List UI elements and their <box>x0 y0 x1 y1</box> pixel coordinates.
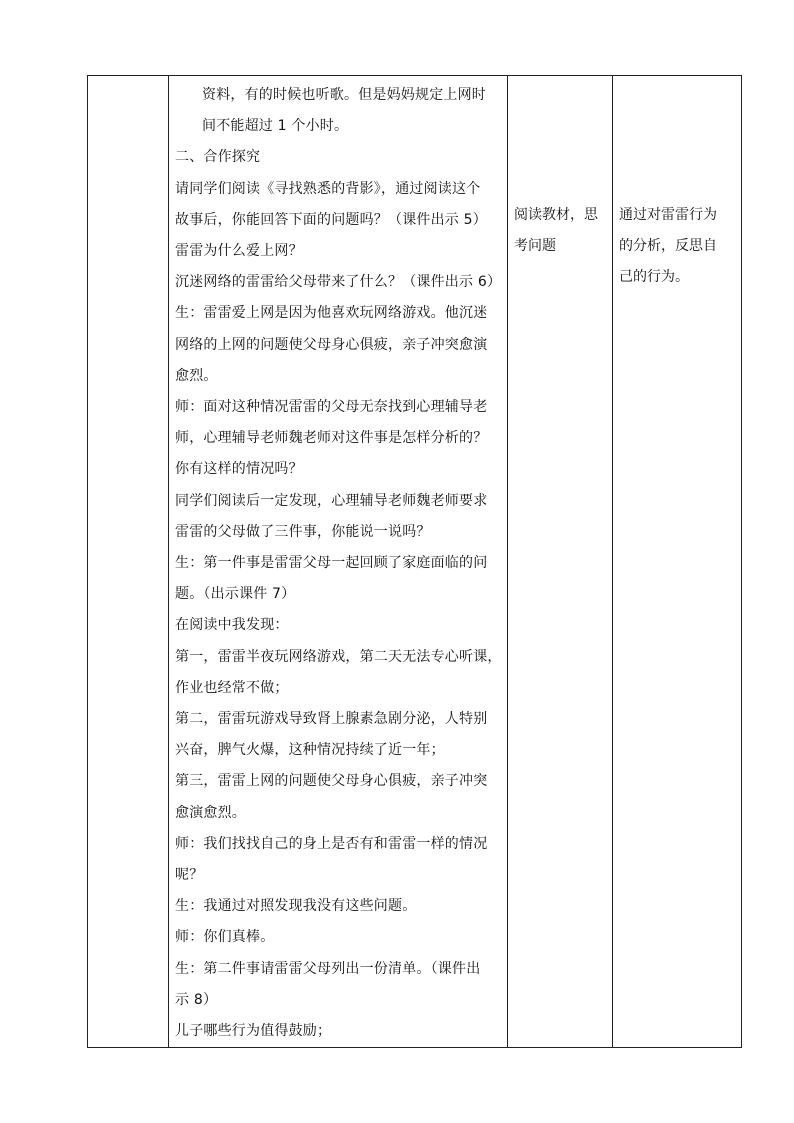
text-line: 作业也经常不做； <box>175 679 289 696</box>
text-line: 生：雷雷爱上网是因为他喜欢玩网络游戏。他沉迷 <box>175 305 488 322</box>
text-line: 兴奋，脾气火爆，这种情况持续了近一年； <box>175 742 445 759</box>
empty-left-cell <box>88 76 169 1048</box>
text-line: 呢？ <box>175 867 204 884</box>
text-line: 生：第二件事请雷雷父母列出一份清单。（课件出 <box>175 960 481 977</box>
text-line: 沉迷网络的雷雷给父母带来了什么？（课件出示 6） <box>175 274 502 291</box>
text-line: 在阅读中我发现： <box>175 617 289 634</box>
teaching-process-cell <box>169 76 508 1048</box>
text-line: 师：你们真棒。 <box>175 929 275 946</box>
student-activity-cell <box>508 76 613 1048</box>
design-intent-line: 己的行为。 <box>619 269 689 286</box>
text-line: 愈演愈烈。 <box>175 804 246 821</box>
design-intent-line: 的分析，反思自 <box>619 238 717 255</box>
text-line: 雷雷为什么爱上网？ <box>175 243 303 260</box>
text-line: 师：我们找找自己的身上是否有和雷雷一样的情况 <box>175 835 488 852</box>
text-line: 儿子哪些行为值得鼓励； <box>175 1023 332 1040</box>
text-line: 网络的上网的问题使父母身心俱疲，亲子冲突愈演 <box>175 336 488 353</box>
text-line: 生：第一件事是雷雷父母一起回顾了家庭面临的问 <box>175 555 488 572</box>
text-line: 第三，雷雷上网的问题使父母身心俱疲，亲子冲突 <box>175 773 488 790</box>
text-line: 第二，雷雷玩游戏导致肾上腺素急剧分泌，人特别 <box>175 711 488 728</box>
design-intent-cell <box>613 76 742 1048</box>
text-line: 生：我通过对照发现我没有这些问题。 <box>175 898 417 915</box>
text-line: 你有这样的情况吗？ <box>175 461 303 478</box>
text-line: 资料，有的时候也听歌。但是妈妈规定上网时 <box>202 87 486 103</box>
text-line: 题。（出示课件 7） <box>175 586 296 603</box>
text-line: 间不能超过 1 个小时。 <box>202 118 349 135</box>
text-line: 师：面对这种情况雷雷的父母无奈找到心理辅导老 <box>175 399 488 416</box>
text-line: 请同学们阅读《寻找熟悉的背影》，通过阅读这个 <box>175 180 481 197</box>
text-line: 第一，雷雷半夜玩网络游戏，第二天无法专心听课， <box>175 648 502 665</box>
text-line: 愈烈。 <box>175 367 218 384</box>
design-intent-line: 通过对雷雷行为 <box>619 207 717 223</box>
teaching-process-text <box>175 80 501 1047</box>
lesson-plan-table <box>87 75 742 1048</box>
student-activity-line: 考问题 <box>514 238 556 255</box>
text-line: 同学们阅读后一定发现，心理辅导老师魏老师要求 <box>175 492 488 509</box>
text-line: 师，心理辅导老师魏老师对这件事是怎样分析的？ <box>175 430 488 447</box>
text-line: 二、合作探究 <box>175 149 261 166</box>
text-line: 示 8） <box>175 991 218 1008</box>
table-row <box>88 76 742 1048</box>
text-line: 故事后，你能回答下面的问题吗？（课件出示 5） <box>175 211 487 228</box>
student-activity-line: 阅读教材，思 <box>514 207 598 223</box>
text-line: 雷雷的父母做了三件事，你能说一说吗？ <box>175 523 431 540</box>
